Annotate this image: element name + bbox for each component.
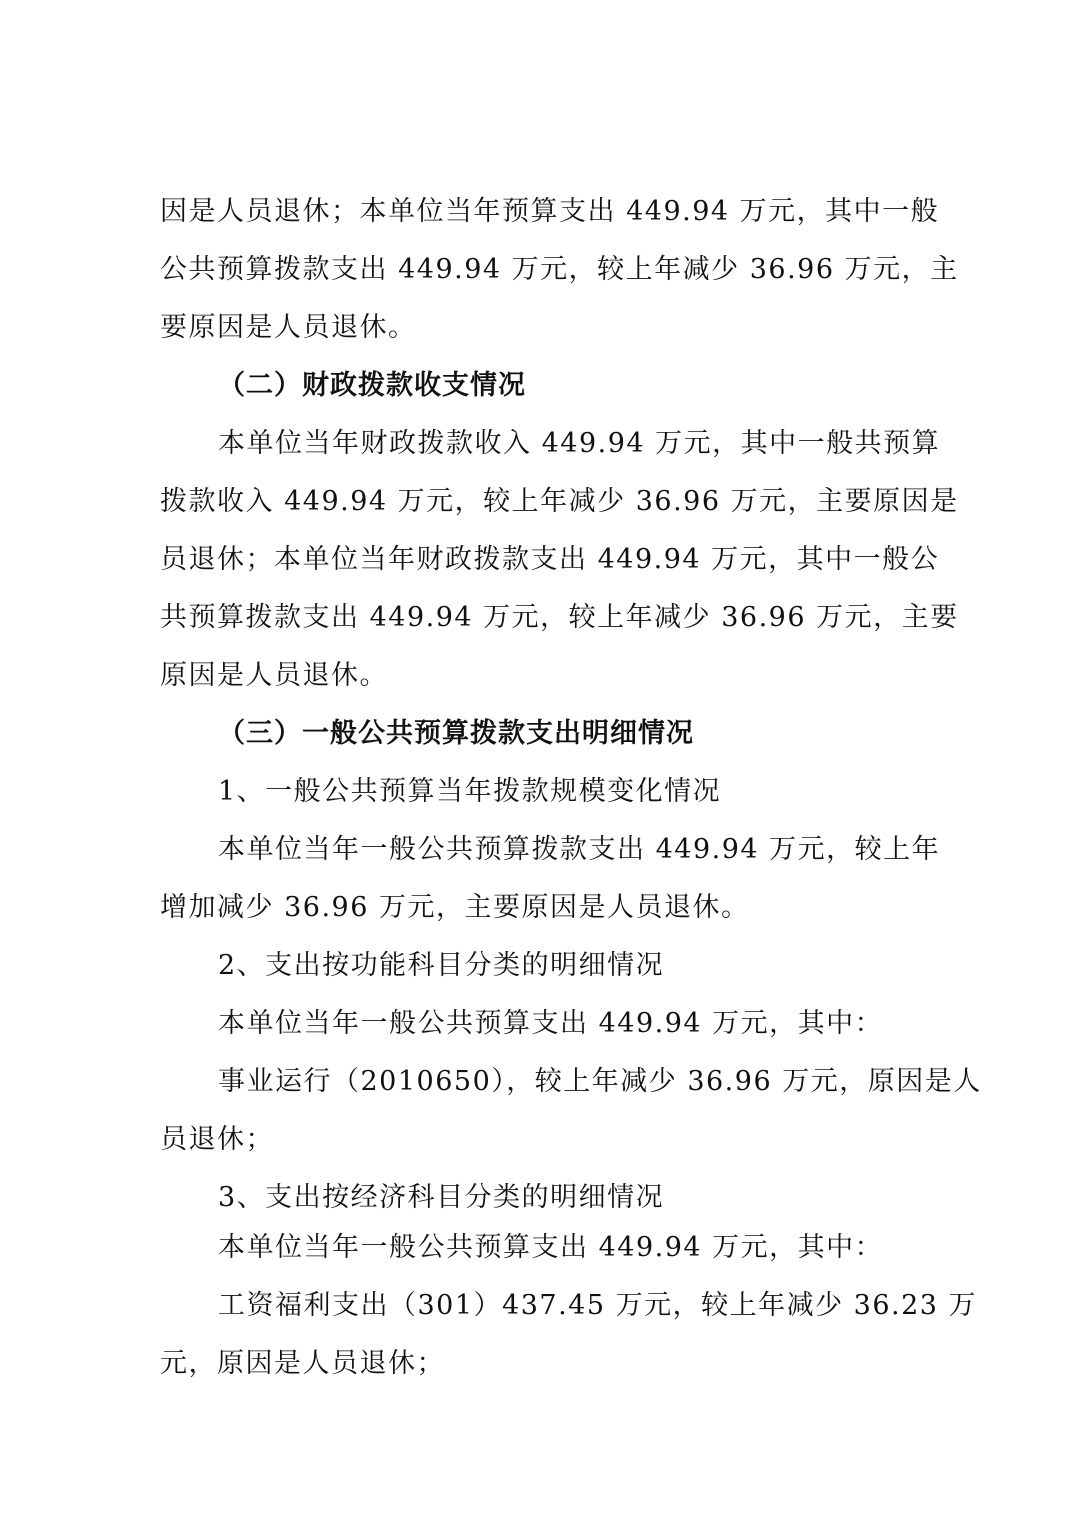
paragraph-line: 原因是人员退休。 [160, 660, 388, 691]
item-title: 1、一般公共预算当年拨款规模变化情况 [218, 776, 722, 807]
paragraph-line: 共预算拨款支出 449.94 万元，较上年减少 36.96 万元，主要 [160, 602, 959, 633]
paragraph-line: 本单位当年一般公共预算拨款支出 449.94 万元，较上年 [218, 834, 941, 865]
paragraph-line: 员退休； [160, 1124, 274, 1155]
paragraph-line: 员退休；本单位当年财政拨款支出 449.94 万元，其中一般公 [160, 544, 940, 575]
paragraph-line: 本单位当年财政拨款收入 449.94 万元，其中一般共预算 [218, 428, 941, 459]
paragraph-line: 工资福利支出（301）437.45 万元，较上年减少 36.23 万 [218, 1290, 978, 1321]
section-heading: （二）财政拨款收支情况 [218, 370, 526, 401]
paragraph-line: 要原因是人员退休。 [160, 312, 417, 343]
paragraph-line: 因是人员退休；本单位当年预算支出 449.94 万元，其中一般 [160, 196, 940, 227]
item-title: 2、支出按功能科目分类的明细情况 [218, 950, 665, 981]
paragraph-line: 事业运行（2010650），较上年减少 36.96 万元，原因是人 [218, 1066, 982, 1097]
paragraph-line: 拨款收入 449.94 万元，较上年减少 36.96 万元，主要原因是 [160, 486, 959, 517]
section-heading: （三）一般公共预算拨款支出明细情况 [218, 718, 694, 749]
paragraph-line: 本单位当年一般公共预算支出 449.94 万元，其中： [218, 1232, 884, 1263]
item-title: 3、支出按经济科目分类的明细情况 [218, 1182, 665, 1213]
paragraph-line: 本单位当年一般公共预算支出 449.94 万元，其中： [218, 1008, 884, 1039]
paragraph-line: 公共预算拨款支出 449.94 万元，较上年减少 36.96 万元，主 [160, 254, 959, 285]
paragraph-line: 元，原因是人员退休； [160, 1348, 445, 1379]
paragraph-line: 增加减少 36.96 万元，主要原因是人员退休。 [160, 892, 750, 923]
